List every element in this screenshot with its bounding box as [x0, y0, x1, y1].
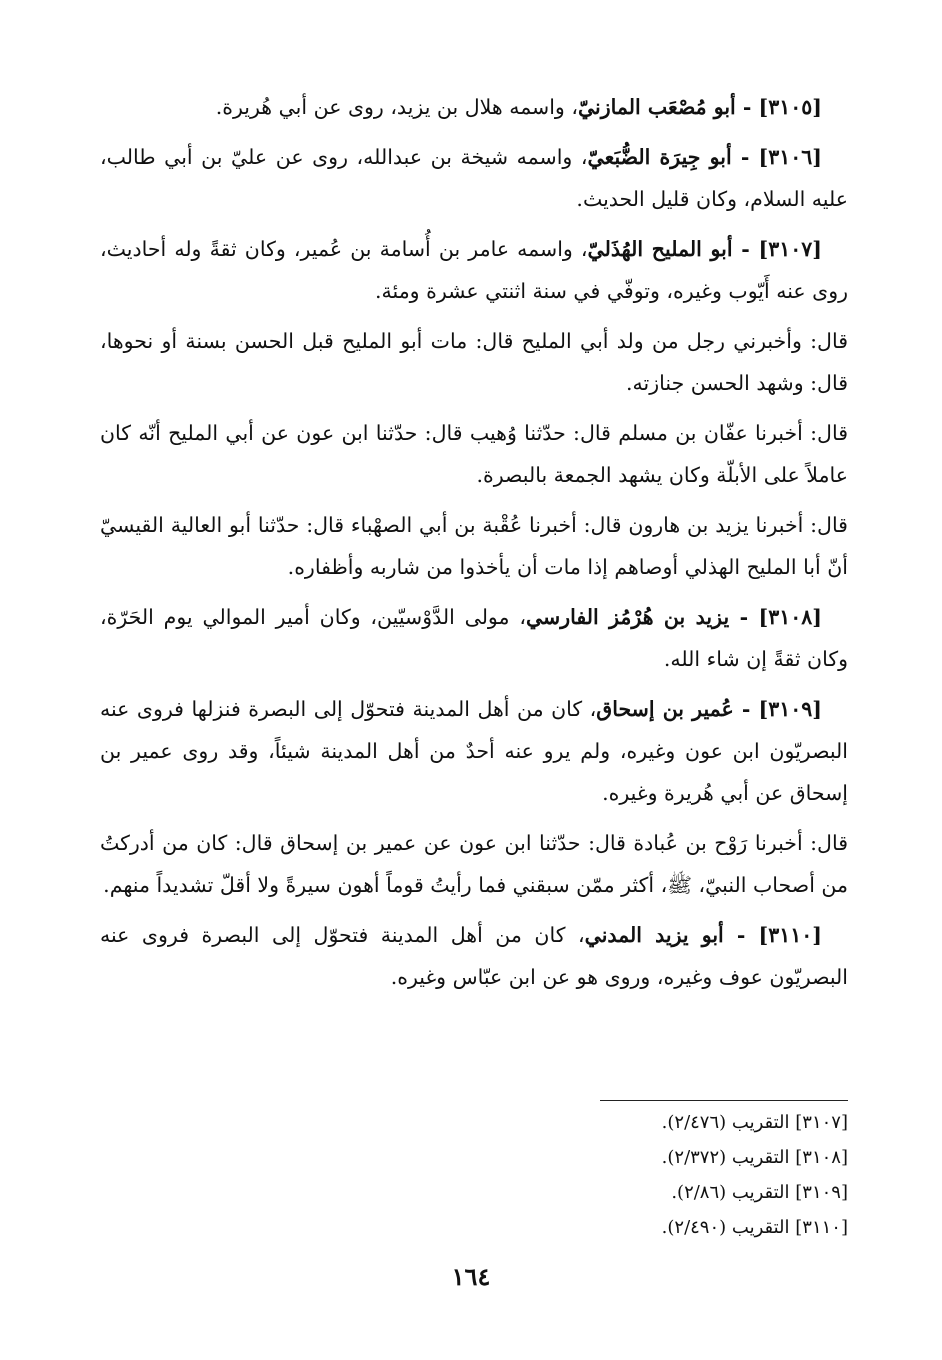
- biography-entry-3108: [٣١٠٨] - يزيد بن هُرْمُز الفارسي، مولى الدَّوْسيّين، وكان أمير الموالي يوم الحَرّة، وكان ثقةً إن شاء الله.: [100, 605, 848, 671]
- footnote: [٣١٠٧] التقريب (٢/٤٧٦).: [661, 1112, 848, 1133]
- entry-text: ، كان من أهل المدينة فتحوّل إلى البصرة فروى عنه البصريّون عوف وغيره، وروى هو عن ابن عبّاس وغيره.: [100, 923, 848, 989]
- entry-number: [٣١٠٨]: [758, 605, 822, 629]
- biography-entry-3105: [٣١٠٥] - أبو مُصْعَب المازنيّ، واسمه هلال بن يزيد، روى عن أبي هُريرة.: [215, 95, 822, 119]
- entry-name: يزيد بن هُرْمُز الفارسي: [525, 605, 730, 629]
- entry-number: [٣١٠٥]: [758, 95, 822, 119]
- biography-entry-3110: [٣١١٠] - أبو يزيد المدني، كان من أهل المدينة فتحوّل إلى البصرة فروى عنه البصريّون عوف وغيره، وروى هو عن ابن عبّاس وغيره.: [100, 923, 848, 989]
- entry-text: ، واسمه شيخة بن عبدالله، روى عن عليّ بن أبي طالب، عليه السلام، وكان قليل الحديث.: [100, 145, 848, 211]
- narration-paragraph: قال: أخبرنا عفّان بن مسلم قال: حدّثنا وُهيب قال: حدّثنا ابن عون عن أبي المليح أنّه كان عاملاً على الأبلّة وكان يشهد الجمعة بالبصرة.: [100, 421, 848, 487]
- biography-entry-3109: [٣١٠٩] - عُمير بن إسحاق، كان من أهل المدينة فتحوّل إلى البصرة فنزلها فروى عنه البصريّون ابن عون وغيره، ولم يرو عنه أحدٌ من أهل المدينة شيئاً، وقد روى عمير بن إسحاق عن أبي هُريرة وغيره.: [100, 697, 848, 805]
- footnote: [٣١٠٩] التقريب (٢/٨٦).: [671, 1182, 848, 1203]
- narration-paragraph: قال: أخبرنا يزيد بن هارون قال: أخبرنا عُقْبة بن أبي الصهْباء قال: حدّثنا أبو العالية القيسيّ أنّ أبا المليح الهذلي أوصاهم إذا مات أن يأخذوا من شاربه وأظفاره.: [100, 513, 848, 579]
- main-text: [100, 86, 848, 1006]
- entry-text: ، كان من أهل المدينة فتحوّل إلى البصرة فنزلها فروى عنه البصريّون ابن عون وغيره، ولم يرو عنه أحدٌ من أهل المدينة شيئاً، وقد روى عمير بن إسحاق عن أبي هُريرة وغيره.: [100, 697, 848, 805]
- entry-number: [٣١٠٩]: [758, 697, 822, 721]
- entry-name: أبو جِيرَة الضُّبَعيّ: [587, 145, 732, 169]
- entry-text: ، مولى الدَّوْسيّين، وكان أمير الموالي يوم الحَرّة، وكان ثقةً إن شاء الله.: [100, 605, 848, 671]
- footnotes: [600, 1100, 848, 1245]
- entry-name: أبو يزيد المدني: [584, 923, 724, 947]
- page-number: ١٦٤: [451, 1262, 491, 1291]
- narration-paragraph: قال: وأخبرني رجل من ولد أبي المليح قال: مات أبو المليح قبل الحسن بسنة أو نحوها، قال: وشهد الحسن جنازته.: [100, 329, 848, 395]
- entry-number: [٣١٠٦]: [758, 145, 822, 169]
- entry-name: أبو المليح الهُذَليّ: [587, 237, 733, 261]
- entry-text: ، واسمه عامر بن أُسامة بن عُمير، وكان ثقةً وله أحاديث، روى عنه أَيّوب وغيره، وتوفّي في سنة اثنتي عشرة ومئة.: [100, 237, 848, 303]
- biography-entry-3106: [٣١٠٦] - أبو جِيرَة الضُّبَعيّ، واسمه شيخة بن عبدالله، روى عن عليّ بن أبي طالب، عليه السلام، وكان قليل الحديث.: [100, 145, 848, 211]
- footnote: [٣١١٠] التقريب (٢/٤٩٠).: [661, 1217, 848, 1238]
- biography-entry-3107: [٣١٠٧] - أبو المليح الهُذَليّ، واسمه عامر بن أُسامة بن عُمير، وكان ثقةً وله أحاديث، روى عنه أَيّوب وغيره، وتوفّي في سنة اثنتي عشرة ومئة.: [100, 237, 848, 303]
- entry-text: ، واسمه هلال بن يزيد، روى عن أبي هُريرة.: [215, 95, 578, 119]
- narration-paragraph: قال: أخبرنا رَوْح بن عُبادة قال: حدّثنا ابن عون عن عمير بن إسحاق قال: كان من أدركتُ من أصحاب النبيّ، ﷺ، أكثر ممّن سبقني فما رأيتُ قوماً أهون سيرةً ولا أقلّ تشديداً منهم.: [100, 831, 848, 897]
- entry-number: [٣١٠٧]: [758, 237, 822, 261]
- footnote: [٣١٠٨] التقريب (٢/٣٧٢).: [661, 1147, 848, 1168]
- entry-name: أبو مُصْعَب المازنيّ: [577, 95, 736, 119]
- entry-name: عُمير بن إسحاق: [596, 697, 734, 721]
- entry-number: [٣١١٠]: [758, 923, 822, 947]
